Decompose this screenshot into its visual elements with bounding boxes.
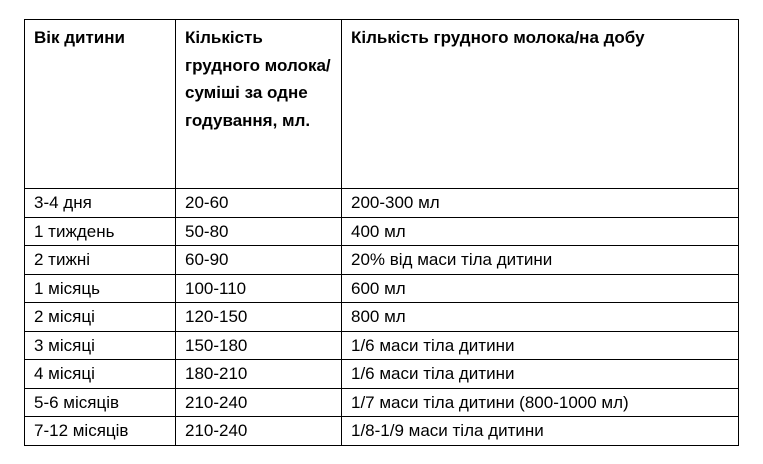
cell-per-feeding: 150-180	[176, 331, 342, 360]
table-row	[25, 388, 739, 417]
cell-daily: 400 мл	[342, 217, 739, 246]
cell-daily: 1/8-1/9 маси тіла дитини	[342, 417, 739, 446]
cell-daily: 1/6 маси тіла дитини	[342, 331, 739, 360]
cell-daily: 1/6 маси тіла дитини	[342, 360, 739, 389]
cell-per-feeding: 210-240	[176, 417, 342, 446]
table-row	[25, 360, 739, 389]
header-row	[25, 20, 739, 189]
cell-daily: 20% від маси тіла дитини	[342, 246, 739, 275]
cell-per-feeding: 60-90	[176, 246, 342, 275]
cell-age: 5-6 місяців	[25, 388, 176, 417]
cell-age: 2 тижні	[25, 246, 176, 275]
table-row	[25, 331, 739, 360]
table-row	[25, 189, 739, 218]
cell-age: 1 тиждень	[25, 217, 176, 246]
cell-per-feeding: 20-60	[176, 189, 342, 218]
cell-per-feeding: 50-80	[176, 217, 342, 246]
table-row	[25, 274, 739, 303]
header-daily-amount: Кількість грудного молока/на добу	[342, 20, 739, 189]
table-row	[25, 217, 739, 246]
cell-per-feeding: 100-110	[176, 274, 342, 303]
cell-age: 2 місяці	[25, 303, 176, 332]
cell-daily: 800 мл	[342, 303, 739, 332]
cell-daily: 1/7 маси тіла дитини (800-1000 мл)	[342, 388, 739, 417]
cell-age: 1 місяць	[25, 274, 176, 303]
cell-per-feeding: 120-150	[176, 303, 342, 332]
cell-age: 7-12 місяців	[25, 417, 176, 446]
cell-age: 4 місяці	[25, 360, 176, 389]
header-per-feeding-amount: Кількість грудного молока/суміші за одне годування, мл.	[176, 20, 342, 189]
header-child-age: Вік дитини	[25, 20, 176, 189]
cell-per-feeding: 180-210	[176, 360, 342, 389]
table-body	[25, 189, 739, 446]
table-row	[25, 246, 739, 275]
table-row	[25, 303, 739, 332]
feeding-volume-table	[24, 19, 739, 446]
cell-age: 3-4 дня	[25, 189, 176, 218]
table-header	[25, 20, 739, 189]
cell-age: 3 місяці	[25, 331, 176, 360]
table-row	[25, 417, 739, 446]
cell-per-feeding: 210-240	[176, 388, 342, 417]
cell-daily: 200-300 мл	[342, 189, 739, 218]
cell-daily: 600 мл	[342, 274, 739, 303]
